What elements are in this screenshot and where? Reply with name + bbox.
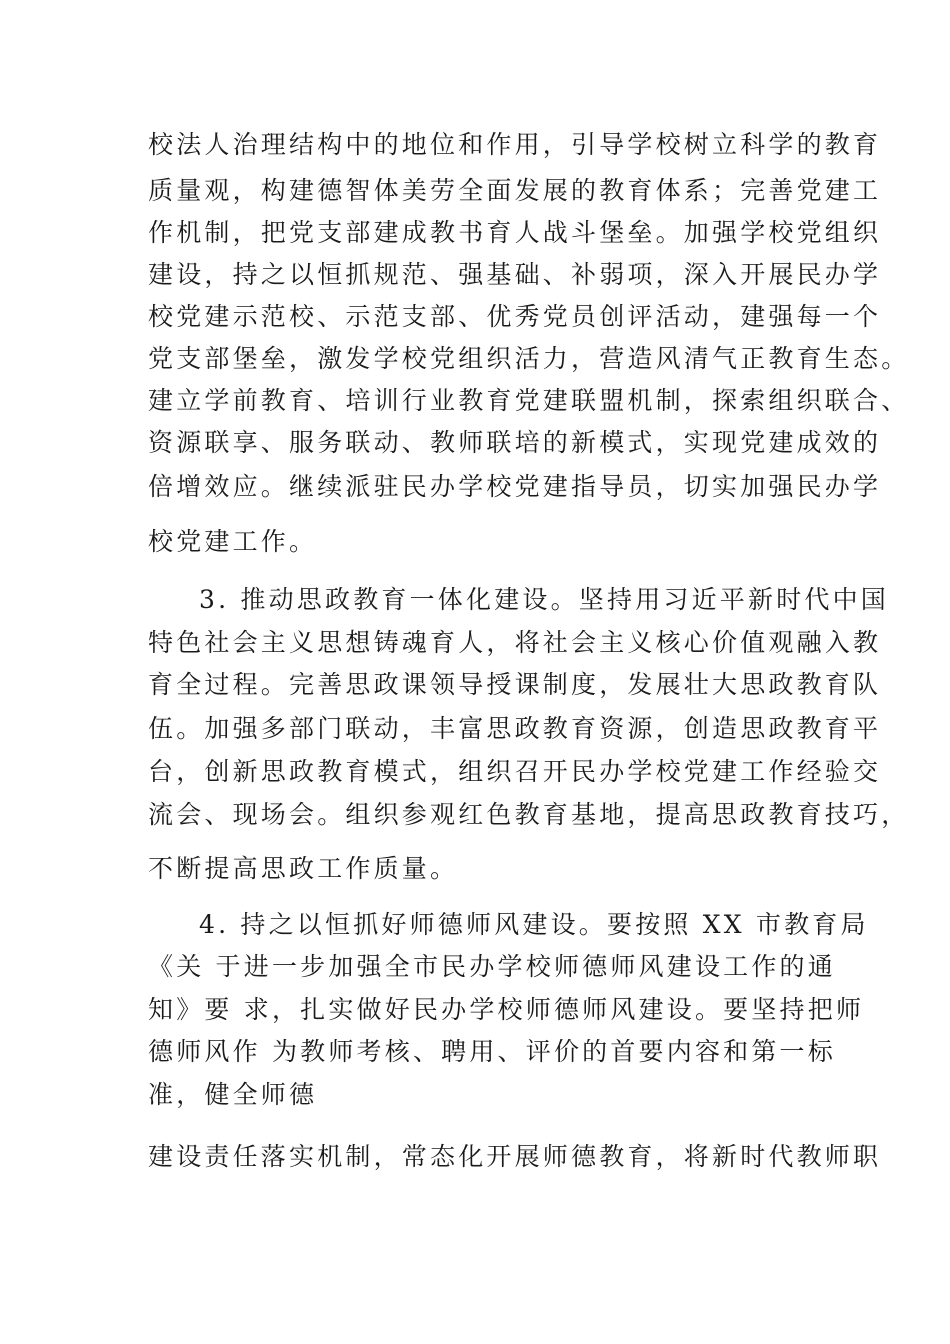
paragraph-2-line-4: 伍。加强多部门联动，丰富思政教育资源，创造思政教育平 [148,714,882,743]
paragraph-3-line-3: 知》要 求，扎实做好民办学校师德师风建设。要坚持把师 [148,995,865,1024]
paragraph-4-line-1: 建设责任落实机制，常态化开展师德教育，将新时代教师职 [148,1142,882,1171]
paragraph-1-line-4: 建设，持之以恒抓规范、强基础、补弱项，深入开展民办学 [148,260,882,289]
paragraph-2-line-5: 台，创新思政教育模式，组织召开民办学校党建工作经验交 [148,757,882,786]
paragraph-1-line-5: 校党建示范校、示范支部、优秀党员创评活动，建强每一个 [148,302,882,331]
paragraph-1-line-9: 倍增效应。继续派驻民办学校党建指导员，切实加强民办学 [148,472,882,501]
paragraph-3-line-4: 德师风作 为教师考核、聘用、评价的首要内容和第一标 [148,1037,836,1066]
paragraph-3-line-2: 《关 于进一步加强全市民办学校师德师风建设工作的通 [148,952,836,981]
paragraph-1-line-6: 党支部堡垒，激发学校党组织活力，营造风清气正教育生态。 [148,344,910,373]
paragraph-1-line-1: 校法人治理结构中的地位和作用，引导学校树立科学的教育 [148,130,882,159]
paragraph-2-line-3: 育全过程。完善思政课领导授课制度，发展壮大思政教育队 [148,670,882,699]
paragraph-1-line-8: 资源联享、服务联动、教师联培的新模式，实现党建成效的 [148,428,882,457]
paragraph-2-line-2: 特色社会主义思想铸魂育人，将社会主义核心价值观融入教 [148,628,882,657]
paragraph-2-line-7: 不断提高思政工作质量。 [148,854,459,883]
paragraph-1-line-3: 作机制，把党支部建成教书育人战斗堡垒。加强学校党组织 [148,218,882,247]
paragraph-3-line-5: 准，健全师德 [148,1080,318,1109]
paragraph-1-line-7: 建立学前教育、培训行业教育党建联盟机制，探索组织联合、 [148,386,910,415]
paragraph-2-line-6: 流会、现场会。组织参观红色教育基地，提高思政教育技巧， [148,800,910,829]
paragraph-2-line-1: 3. 推动思政教育一体化建设。坚持用习近平新时代中国 [199,585,890,614]
paragraph-1-line-10: 校党建工作。 [148,527,318,556]
paragraph-1-line-2: 质量观，构建德智体美劳全面发展的教育体系；完善党建工 [148,176,882,205]
paragraph-3-line-1: 4. 持之以恒抓好师德师风建设。要按照 XX 市教育局 [199,910,869,939]
